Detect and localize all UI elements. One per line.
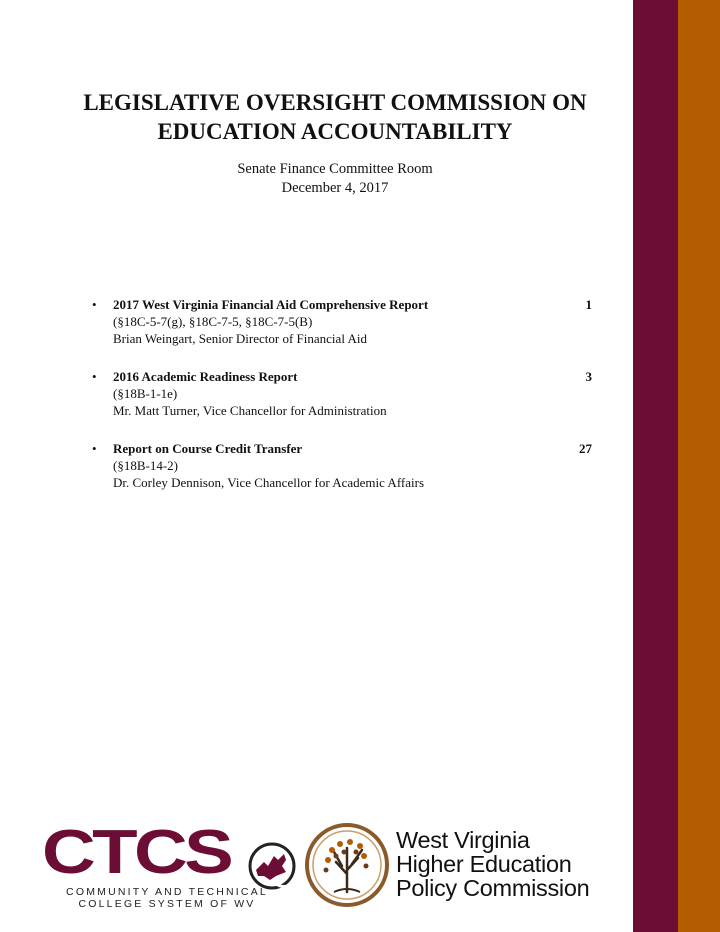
agenda-item-page: 27	[579, 441, 592, 456]
agenda-item-page: 1	[585, 297, 592, 312]
hepc-line-1: West Virginia	[396, 827, 530, 853]
hepc-line-3: Policy Commission	[396, 875, 590, 901]
agenda-item-page: 3	[585, 369, 592, 384]
west-virginia-state-icon	[246, 840, 298, 892]
ctcs-tagline-line-2: COLLEGE SYSTEM OF WV	[78, 898, 256, 910]
bullet-icon: •	[92, 441, 97, 456]
ctcs-logo	[42, 818, 294, 912]
agenda-item-title: 2016 Academic Readiness Report	[113, 369, 298, 384]
bullet-icon: •	[92, 369, 97, 384]
agenda-item-presenter: Dr. Corley Dennison, Vice Chancellor for Academic Affairs	[113, 475, 425, 490]
hepc-line-2: Higher Education	[396, 851, 572, 877]
title-line-1: LEGISLATIVE OVERSIGHT COMMISSION ON	[83, 90, 587, 115]
agenda-item-citation: (§18B-1-1e)	[113, 386, 178, 401]
bullet-icon: •	[92, 297, 97, 312]
agenda-list	[92, 296, 592, 512]
hepc-logo-text	[396, 828, 589, 900]
title-line-2: EDUCATION ACCOUNTABILITY	[157, 119, 513, 144]
orange-side-stripe	[678, 0, 720, 932]
agenda-item-presenter: Mr. Matt Turner, Vice Chancellor for Administration	[113, 403, 387, 418]
meeting-location: Senate Finance Committee Room	[237, 161, 433, 177]
maroon-side-stripe	[633, 0, 678, 932]
agenda-item	[92, 296, 592, 347]
meeting-info	[60, 160, 610, 198]
page-title	[60, 88, 610, 146]
agenda-item-citation: (§18C-5-7(g), §18C-7-5, §18C-7-5(B)	[113, 314, 313, 329]
agenda-item	[92, 368, 592, 419]
tree-seal-icon	[304, 822, 390, 908]
agenda-item-presenter: Brian Weingart, Senior Director of Financial Aid	[113, 331, 367, 346]
ctcs-tagline-line-1: COMMUNITY AND TECHNICAL	[66, 886, 268, 898]
meeting-date: December 4, 2017	[281, 180, 389, 196]
ctcs-tagline	[52, 886, 282, 910]
agenda-item-title: 2017 West Virginia Financial Aid Comprehensive Report	[113, 297, 429, 312]
agenda-item-citation: (§18B-14-2)	[113, 458, 178, 473]
agenda-item-title: Report on Course Credit Transfer	[113, 441, 303, 456]
ctcs-logo-letters: CTCS	[42, 818, 231, 887]
agenda-item	[92, 440, 592, 491]
